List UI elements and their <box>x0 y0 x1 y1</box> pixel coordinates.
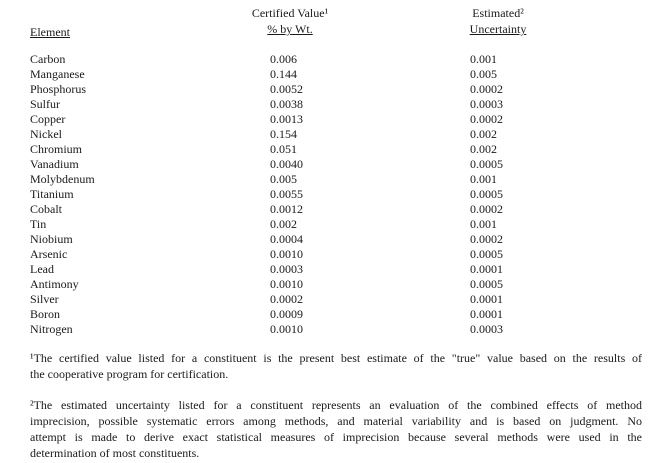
element-name: Titanium <box>30 187 74 201</box>
certified-value: 0.0052 <box>270 82 303 96</box>
element-name: Molybdenum <box>30 172 95 186</box>
element-name: Nitrogen <box>30 322 73 336</box>
element-name: Lead <box>30 262 54 276</box>
uncertainty-value: 0.0001 <box>470 262 503 276</box>
table-row <box>30 142 650 157</box>
table-row <box>30 52 650 67</box>
footnote-line: the cooperative program for certification. <box>30 367 229 381</box>
uncertainty-value: 0.0005 <box>470 247 503 261</box>
certified-value: 0.0002 <box>270 292 303 306</box>
uncertainty-value: 0.002 <box>470 142 497 156</box>
element-name: Copper <box>30 112 66 126</box>
certified-value: 0.006 <box>270 52 297 66</box>
footnote-line: determination of most constituents. <box>30 446 200 460</box>
certified-value: 0.154 <box>270 127 297 141</box>
table-row <box>30 202 650 217</box>
certified-value-header-line1: Certified Value¹ <box>251 6 329 20</box>
uncertainty-value: 0.0001 <box>470 292 503 306</box>
table-row <box>30 172 650 187</box>
table-row <box>30 262 650 277</box>
certified-value: 0.0003 <box>270 262 303 276</box>
element-name: Nickel <box>30 127 62 141</box>
uncertainty-value: 0.002 <box>470 127 497 141</box>
uncertainty-value: 0.0002 <box>470 202 503 216</box>
element-name: Vanadium <box>30 157 79 171</box>
element-name: Manganese <box>30 67 85 81</box>
certified-value: 0.0013 <box>270 112 303 126</box>
uncertainty-value: 0.0003 <box>470 97 503 111</box>
element-column-header: Element <box>30 25 70 39</box>
certified-value: 0.0055 <box>270 187 303 201</box>
uncertainty-value: 0.0001 <box>470 307 503 321</box>
table-row <box>30 247 650 262</box>
certified-value: 0.0010 <box>270 322 303 336</box>
footnote-line: ²The estimated uncertainty listed for a constituent represents an evaluation of the combined effects of method <box>30 398 642 412</box>
estimated-header-line2: Uncertainty <box>469 22 527 36</box>
uncertainty-value: 0.0005 <box>470 187 503 201</box>
estimated-uncertainty-column-header <box>408 5 588 37</box>
uncertainty-value: 0.001 <box>470 217 497 231</box>
certified-value: 0.0004 <box>270 232 303 246</box>
table-row <box>30 232 650 247</box>
element-name: Silver <box>30 292 59 306</box>
certified-value: 0.051 <box>270 142 297 156</box>
element-name: Cobalt <box>30 202 62 216</box>
uncertainty-value: 0.0005 <box>470 277 503 291</box>
table-row <box>30 157 650 172</box>
element-name: Phosphorus <box>30 82 87 96</box>
table-row <box>30 187 650 202</box>
certified-value: 0.0040 <box>270 157 303 171</box>
uncertainty-value: 0.0002 <box>470 82 503 96</box>
element-name: Niobium <box>30 232 73 246</box>
element-name: Arsenic <box>30 247 68 261</box>
element-name: Sulfur <box>30 97 60 111</box>
uncertainty-value: 0.0003 <box>470 322 503 336</box>
uncertainty-value: 0.005 <box>470 67 497 81</box>
footnote-line: attempt is made to derive exact statistical measures of imprecision because several methods were used in the <box>30 430 642 444</box>
table-row <box>30 307 650 322</box>
uncertainty-value: 0.0002 <box>470 112 503 126</box>
uncertainty-value: 0.0002 <box>470 232 503 246</box>
certified-value: 0.005 <box>270 172 297 186</box>
table-row <box>30 322 650 337</box>
footnote-line: imprecision, possible systematic errors among methods, and material variability and is based on judgment. No <box>30 414 642 428</box>
table-row <box>30 217 650 232</box>
element-name: Tin <box>30 217 47 231</box>
footnote-certified-value <box>30 350 642 382</box>
footnote-line: ¹The certified value listed for a constituent is the present best estimate of the "true" value based on the results of <box>30 351 642 365</box>
uncertainty-value: 0.001 <box>470 172 497 186</box>
certified-value: 0.0009 <box>270 307 303 321</box>
certified-value: 0.144 <box>270 67 297 81</box>
table-row <box>30 67 650 82</box>
table-row <box>30 82 650 97</box>
certified-value: 0.0010 <box>270 277 303 291</box>
uncertainty-value: 0.0005 <box>470 157 503 171</box>
certified-value: 0.0038 <box>270 97 303 111</box>
element-name: Boron <box>30 307 60 321</box>
certified-value-header-line2: % by Wt. <box>267 22 313 36</box>
certified-value: 0.002 <box>270 217 297 231</box>
table-row <box>30 127 650 142</box>
uncertainty-value: 0.001 <box>470 52 497 66</box>
table-row <box>30 112 650 127</box>
estimated-header-line1: Estimated² <box>472 6 524 20</box>
certified-value-column-header <box>200 5 380 37</box>
table-row <box>30 277 650 292</box>
table-row <box>30 97 650 112</box>
element-name: Antimony <box>30 277 79 291</box>
footnote-estimated-uncertainty <box>30 397 642 461</box>
element-name: Carbon <box>30 52 66 66</box>
table-row <box>30 292 650 307</box>
certified-value: 0.0012 <box>270 202 303 216</box>
certified-value: 0.0010 <box>270 247 303 261</box>
element-name: Chromium <box>30 142 83 156</box>
element-table <box>30 52 650 337</box>
